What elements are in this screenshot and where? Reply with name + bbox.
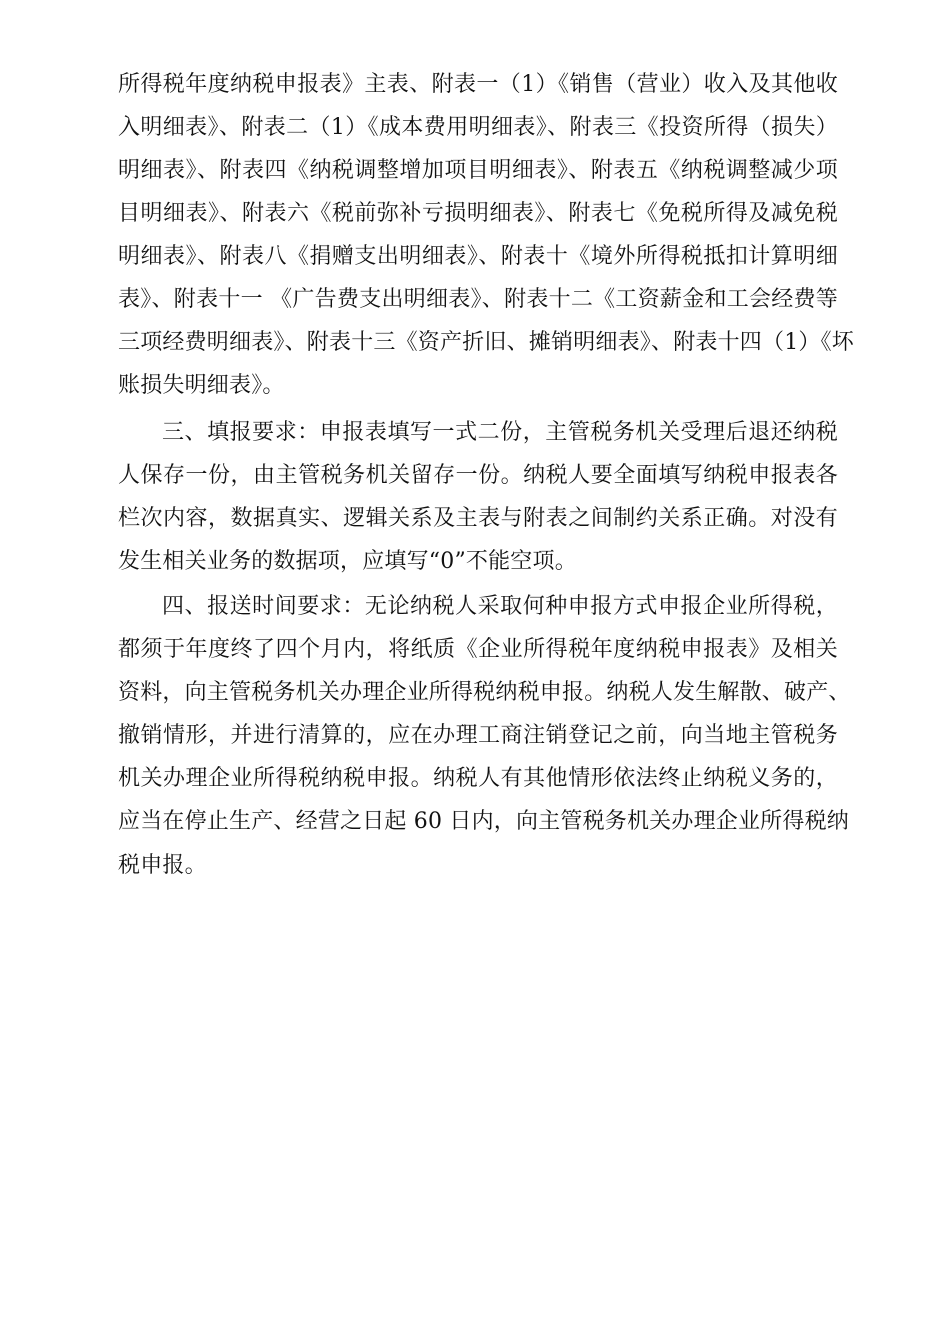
text-line: 明细表》、附表四《纳税调整增加项目明细表》、附表五《纳税调整减少项 xyxy=(118,158,838,183)
text-line: 目明细表》、附表六《税前弥补亏损明细表》、附表七《免税所得及减免税 xyxy=(118,201,838,226)
text-line: 发生相关业务的数据项，应填写“0”不能空项。 xyxy=(118,549,577,574)
text-line: 入明细表》、附表二（1）《成本费用明细表》、附表三《投资所得（损失） xyxy=(118,115,838,140)
text-line: 三项经费明细表》、附表十三《资产折旧、摊销明细表》、附表十四（1）《坏 xyxy=(118,330,854,355)
text-line: 撤销情形，并进行清算的，应在办理工商注销登记之前，向当地主管税务 xyxy=(118,723,838,748)
text-line: 表》、附表十一 《广告费支出明细表》、附表十二《工资薪金和工会经费等 xyxy=(118,287,838,312)
text-line: 税申报。 xyxy=(118,853,207,878)
text-line: 明细表》、附表八《捐赠支出明细表》、附表十《境外所得税抵扣计算明细 xyxy=(118,244,838,269)
text-line: 所得税年度纳税申报表》主表、附表一（1）《销售（营业）收入及其他收 xyxy=(118,72,838,97)
text-line: 机关办理企业所得税纳税申报。纳税人有其他情形依法终止纳税义务的， xyxy=(118,766,838,791)
text-line: 四、报送时间要求：无论纳税人采取何种申报方式申报企业所得税， xyxy=(162,594,838,619)
text-line: 都须于年度终了四个月内，将纸质《企业所得税年度纳税申报表》及相关 xyxy=(118,637,838,662)
text-line: 账损失明细表》。 xyxy=(118,373,285,398)
text-line: 资料，向主管税务机关办理企业所得税纳税申报。纳税人发生解散、破产、 xyxy=(118,680,851,705)
text-line: 人保存一份，由主管税务机关留存一份。纳税人要全面填写纳税申报表各 xyxy=(118,463,838,488)
text-line: 三、填报要求：申报表填写一式二份，主管税务机关受理后退还纳税 xyxy=(162,420,838,445)
text-line: 应当在停止生产、经营之日起 60 日内，向主管税务机关办理企业所得税纳 xyxy=(118,809,849,834)
text-line: 栏次内容，数据真实、逻辑关系及主表与附表之间制约关系正确。对没有 xyxy=(118,506,838,531)
